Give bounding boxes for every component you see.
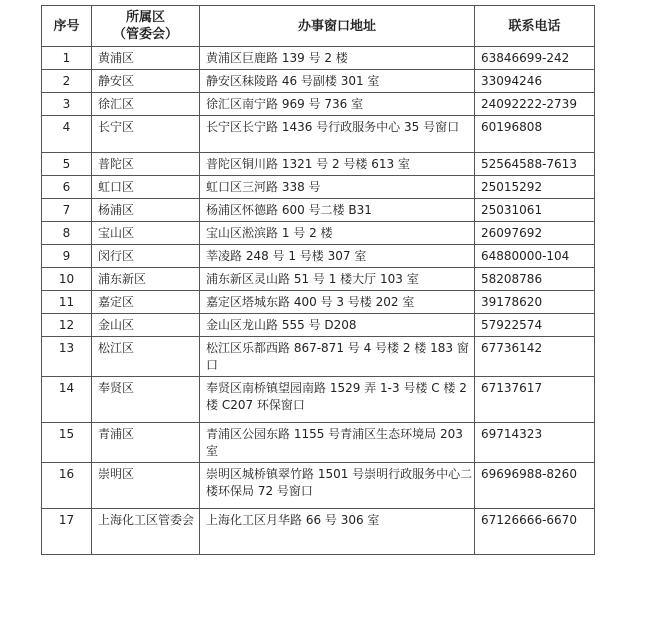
cell-phone: 69696988-8260 — [475, 463, 595, 509]
cell-no: 10 — [42, 268, 92, 291]
cell-district: 奉贤区 — [92, 377, 200, 423]
cell-no: 9 — [42, 245, 92, 268]
cell-district: 嘉定区 — [92, 291, 200, 314]
header-no: 序号 — [42, 6, 92, 47]
table-row — [42, 47, 595, 70]
cell-no: 1 — [42, 47, 92, 70]
header-district-line2: （管委会） — [112, 27, 178, 42]
cell-district: 杨浦区 — [92, 199, 200, 222]
header-phone: 联系电话 — [475, 6, 595, 47]
cell-district: 徐汇区 — [92, 93, 200, 116]
header-row — [42, 6, 595, 47]
cell-district: 长宁区 — [92, 116, 200, 153]
header-district — [92, 6, 200, 47]
cell-no: 2 — [42, 70, 92, 93]
table-row — [42, 509, 595, 555]
cell-phone: 57922574 — [475, 314, 595, 337]
cell-address: 崇明区城桥镇翠竹路 1501 号崇明行政服务中心二楼环保局 72 号窗口 — [200, 463, 475, 509]
cell-district: 崇明区 — [92, 463, 200, 509]
cell-district: 青浦区 — [92, 423, 200, 463]
table-row — [42, 70, 595, 93]
cell-phone: 24092222-2739 — [475, 93, 595, 116]
table-row — [42, 153, 595, 176]
cell-address: 青浦区公园东路 1155 号青浦区生态环境局 203 室 — [200, 423, 475, 463]
cell-address: 虹口区三河路 338 号 — [200, 176, 475, 199]
table-row — [42, 377, 595, 423]
cell-district: 普陀区 — [92, 153, 200, 176]
cell-phone: 64880000-104 — [475, 245, 595, 268]
cell-phone: 52564588-7613 — [475, 153, 595, 176]
cell-address: 松江区乐都西路 867-871 号 4 号楼 2 楼 183 窗口 — [200, 337, 475, 377]
cell-no: 4 — [42, 116, 92, 153]
cell-address: 莘凌路 248 号 1 号楼 307 室 — [200, 245, 475, 268]
cell-district: 松江区 — [92, 337, 200, 377]
table-row — [42, 93, 595, 116]
cell-district: 静安区 — [92, 70, 200, 93]
table-body — [42, 47, 595, 555]
cell-phone: 63846699-242 — [475, 47, 595, 70]
cell-address: 宝山区淞滨路 1 号 2 楼 — [200, 222, 475, 245]
cell-no: 15 — [42, 423, 92, 463]
cell-district: 上海化工区管委会 — [92, 509, 200, 555]
cell-no: 13 — [42, 337, 92, 377]
table-row — [42, 337, 595, 377]
cell-district: 金山区 — [92, 314, 200, 337]
cell-address: 奉贤区南桥镇望园南路 1529 弄 1-3 号楼 C 楼 2 楼 C207 环保窗口 — [200, 377, 475, 423]
table-row — [42, 423, 595, 463]
cell-address: 嘉定区塔城东路 400 号 3 号楼 202 室 — [200, 291, 475, 314]
cell-district: 闵行区 — [92, 245, 200, 268]
cell-address: 徐汇区南宁路 969 号 736 室 — [200, 93, 475, 116]
cell-address: 普陀区铜川路 1321 号 2 号楼 613 室 — [200, 153, 475, 176]
cell-no: 5 — [42, 153, 92, 176]
cell-phone: 60196808 — [475, 116, 595, 153]
cell-phone: 39178620 — [475, 291, 595, 314]
cell-phone: 67137617 — [475, 377, 595, 423]
cell-phone: 26097692 — [475, 222, 595, 245]
table-row — [42, 176, 595, 199]
cell-address: 金山区龙山路 555 号 D208 — [200, 314, 475, 337]
cell-district: 黄浦区 — [92, 47, 200, 70]
table-row — [42, 314, 595, 337]
cell-phone: 33094246 — [475, 70, 595, 93]
cell-no: 17 — [42, 509, 92, 555]
cell-district: 浦东新区 — [92, 268, 200, 291]
cell-address: 上海化工区月华路 66 号 306 室 — [200, 509, 475, 555]
cell-district: 虹口区 — [92, 176, 200, 199]
cell-phone: 69714323 — [475, 423, 595, 463]
cell-address: 黄浦区巨鹿路 139 号 2 楼 — [200, 47, 475, 70]
cell-phone: 25031061 — [475, 199, 595, 222]
cell-phone: 67126666-6670 — [475, 509, 595, 555]
table-row — [42, 116, 595, 153]
table-row — [42, 199, 595, 222]
cell-address: 浦东新区灵山路 51 号 1 楼大厅 103 室 — [200, 268, 475, 291]
header-district-line1: 所属区 — [125, 10, 165, 25]
table-row — [42, 245, 595, 268]
cell-phone: 25015292 — [475, 176, 595, 199]
cell-no: 3 — [42, 93, 92, 116]
cell-no: 6 — [42, 176, 92, 199]
table-row — [42, 291, 595, 314]
cell-no: 14 — [42, 377, 92, 423]
table-row — [42, 268, 595, 291]
cell-no: 11 — [42, 291, 92, 314]
cell-no: 12 — [42, 314, 92, 337]
table-row — [42, 463, 595, 509]
cell-district: 宝山区 — [92, 222, 200, 245]
cell-address: 长宁区长宁路 1436 号行政服务中心 35 号窗口 — [200, 116, 475, 153]
office-contact-table — [41, 5, 595, 555]
cell-no: 8 — [42, 222, 92, 245]
cell-address: 杨浦区怀德路 600 号二楼 B31 — [200, 199, 475, 222]
cell-address: 静安区秣陵路 46 号副楼 301 室 — [200, 70, 475, 93]
cell-phone: 67736142 — [475, 337, 595, 377]
cell-no: 7 — [42, 199, 92, 222]
cell-phone: 58208786 — [475, 268, 595, 291]
table-row — [42, 222, 595, 245]
header-address: 办事窗口地址 — [200, 6, 475, 47]
cell-no: 16 — [42, 463, 92, 509]
